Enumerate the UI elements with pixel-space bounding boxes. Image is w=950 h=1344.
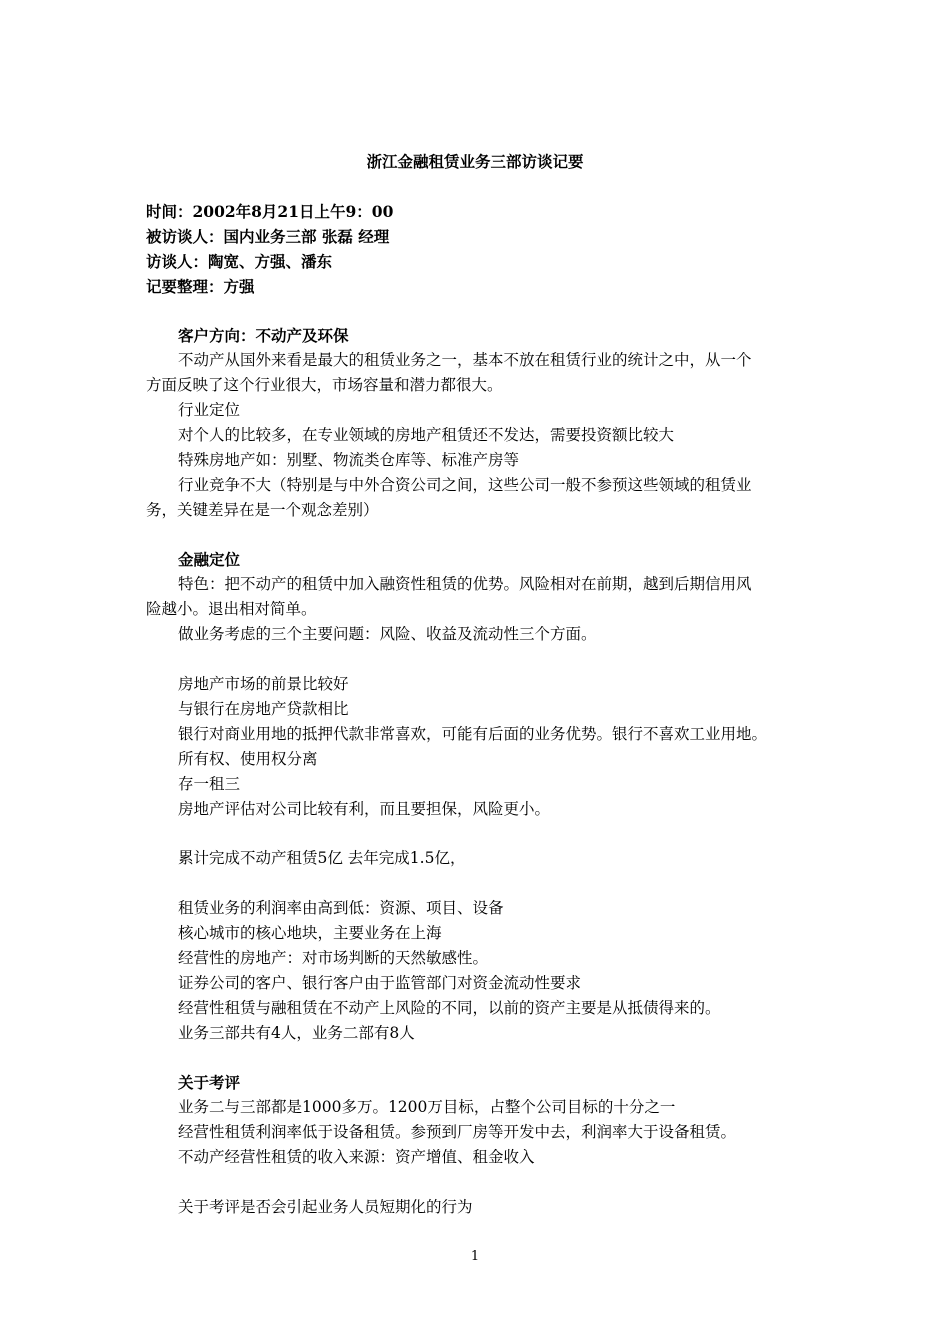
paragraph-line: 不动产经营性租赁的收入来源：资产增值、租金收入 xyxy=(178,1148,535,1166)
paragraph-line: 经营性租赁与融租赁在不动产上风险的不同，以前的资产主要是从抵债得来的。 xyxy=(178,999,721,1017)
paragraph-line: 房地产市场的前景比较好 xyxy=(178,675,349,693)
section-heading-evaluation: 关于考评 xyxy=(178,1073,241,1092)
document-title: 浙江金融租赁业务三部访谈记要 xyxy=(366,152,584,171)
paragraph-line: 与银行在房地产贷款相比 xyxy=(178,700,349,718)
meta-recorder: 记要整理：方强 xyxy=(146,277,255,296)
paragraph-line: 做业务考虑的三个主要问题：风险、收益及流动性三个方面。 xyxy=(178,625,597,643)
paragraph-line: 经营性租赁利润率低于设备租赁。参预到厂房等开发中去，利润率大于设备租赁。 xyxy=(178,1123,737,1141)
section-heading-finance: 金融定位 xyxy=(178,550,241,569)
paragraph-line: 租赁业务的利润率由高到低：资源、项目、设备 xyxy=(178,899,504,917)
paragraph-line: 特殊房地产如：别墅、物流类仓库等、标准产房等 xyxy=(178,451,520,469)
paragraph-line: 证券公司的客户、银行客户由于监管部门对资金流动性要求 xyxy=(178,974,582,992)
paragraph-line: 核心城市的核心地块，主要业务在上海 xyxy=(178,924,442,942)
paragraph-line: 所有权、使用权分离 xyxy=(178,750,318,768)
paragraph-line: 不动产从国外来看是最大的租赁业务之一，基本不放在租赁行业的统计之中，从一个 xyxy=(178,351,752,369)
paragraph-line: 方面反映了这个行业很大，市场容量和潜力都很大。 xyxy=(146,376,503,394)
paragraph-line: 存一租三 xyxy=(178,775,241,793)
paragraph-line: 房地产评估对公司比较有利，而且要担保，风险更小。 xyxy=(178,800,551,818)
paragraph-line: 对个人的比较多，在专业领域的房地产租赁还不发达，需要投资额比较大 xyxy=(178,426,675,444)
meta-interviewee: 被访谈人：国内业务三部 张磊 经理 xyxy=(146,227,390,246)
paragraph-line: 累计完成不动产租赁5亿 去年完成1.5亿， xyxy=(178,849,466,867)
section-heading-customer: 客户方向：不动产及环保 xyxy=(178,326,349,345)
paragraph-line: 业务三部共有4人，业务二部有8人 xyxy=(178,1024,415,1042)
paragraph-line: 经营性的房地产：对市场判断的天然敏感性。 xyxy=(178,949,489,967)
paragraph-line: 务，关键差异在是一个观念差别） xyxy=(146,501,379,519)
meta-time: 时间：2002年8月21日上午9：00 xyxy=(146,202,394,221)
paragraph-line: 关于考评是否会引起业务人员短期化的行为 xyxy=(178,1198,473,1216)
paragraph-line: 险越小。退出相对简单。 xyxy=(146,600,317,618)
paragraph-line: 特色：把不动产的租赁中加入融资性租赁的优势。风险相对在前期，越到后期信用风 xyxy=(178,575,752,593)
page-number: 1 xyxy=(470,1249,480,1264)
paragraph-line: 行业竞争不大（特别是与中外合资公司之间，这些公司一般不参预这些领域的租赁业 xyxy=(178,476,752,494)
meta-interviewers: 访谈人：陶宽、方强、潘东 xyxy=(146,252,333,271)
paragraph-line: 行业定位 xyxy=(178,401,241,419)
paragraph-line: 业务二与三部都是1000多万。1200万目标，占整个公司目标的十分之一 xyxy=(178,1098,676,1116)
paragraph-line: 银行对商业用地的抵押代款非常喜欢，可能有后面的业务优势。银行不喜欢工业用地。 xyxy=(178,725,768,743)
